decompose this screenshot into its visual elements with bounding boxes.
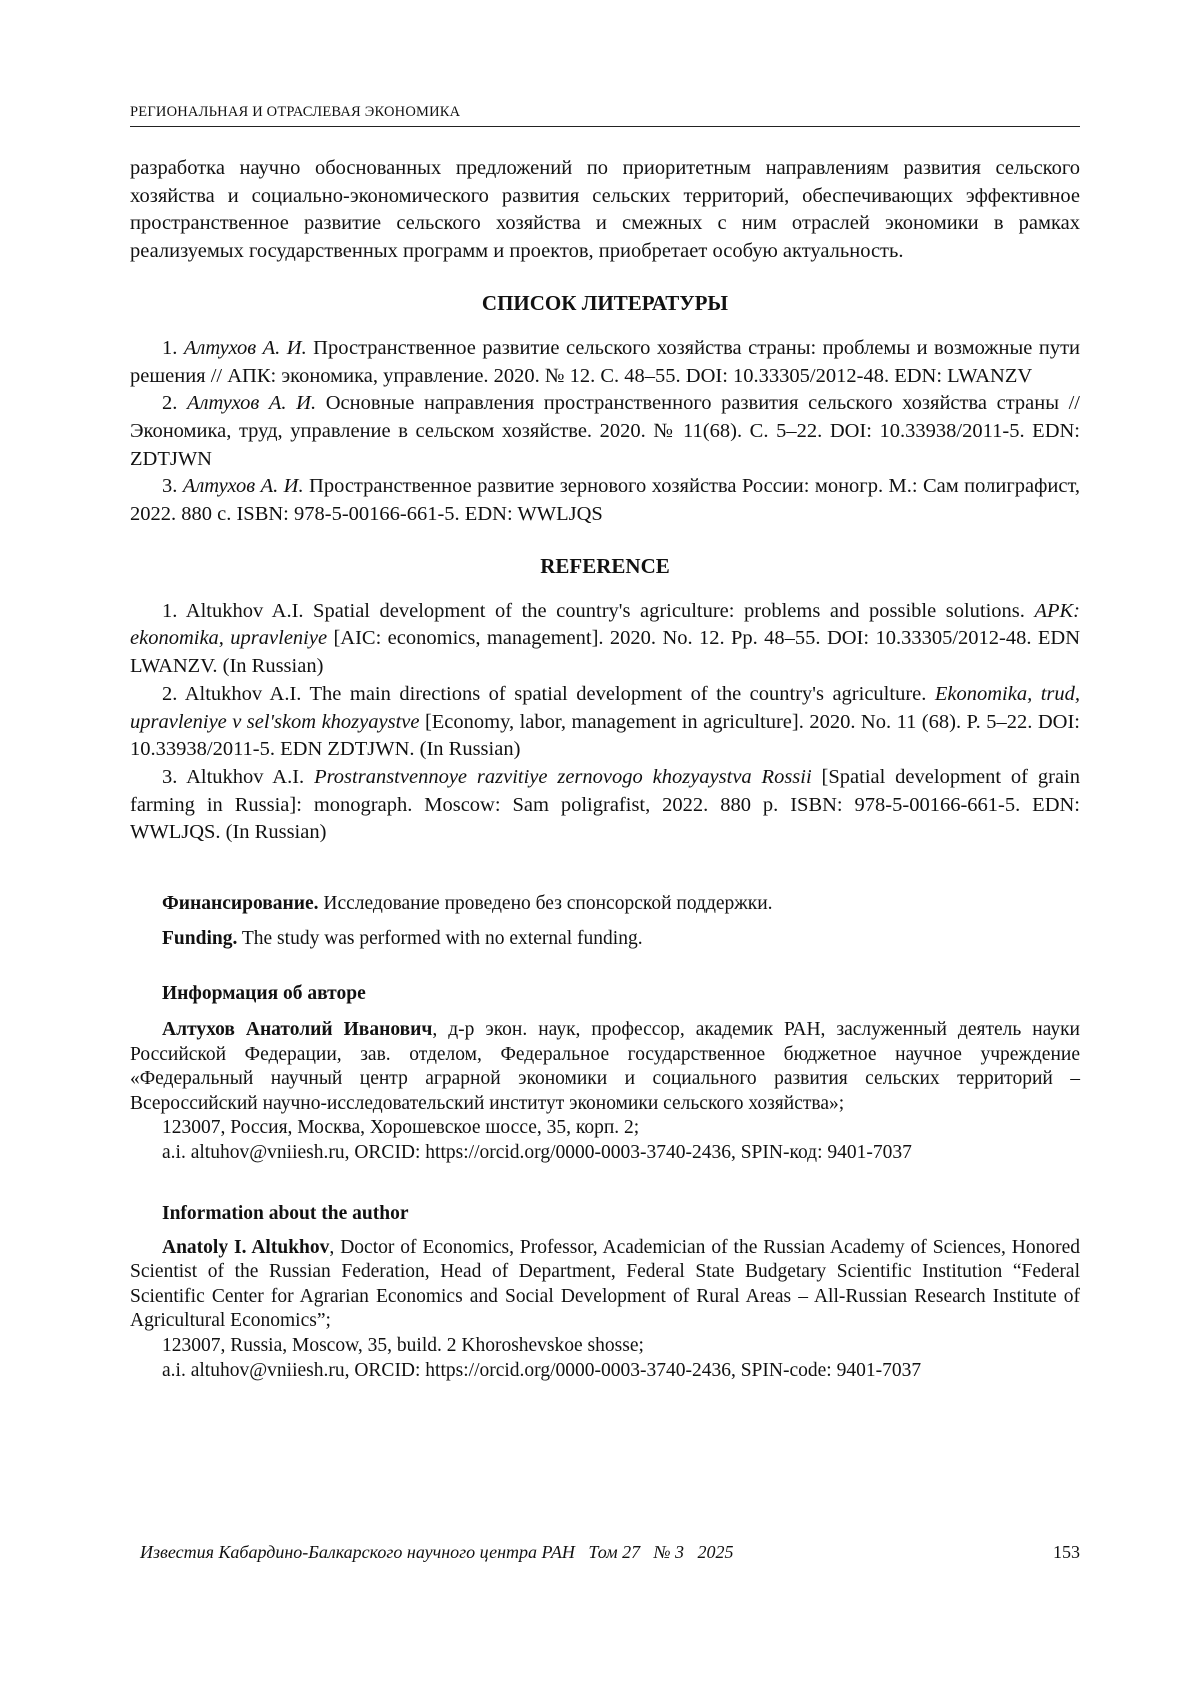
running-head: РЕГИОНАЛЬНАЯ И ОТРАСЛЕВАЯ ЭКОНОМИКА: [130, 104, 461, 120]
funding-en: Funding. The study was performed with no external funding.: [162, 928, 643, 950]
author-ru-address: 123007, Россия, Москва, Хорошевское шоссе, 35, корп. 2;: [162, 1117, 640, 1139]
reference-ru-2: 2. Алтухов А. И. Основные направления пространственного развития сельского хозяйства страны // Экономика, труд, управление в сельском хозяйстве. 2020. № 11(68). С. 5–22. DOI: 10.33938/2011-5. EDN: ZDTJWN: [130, 392, 1080, 470]
references-en-title: REFERENCE: [540, 553, 670, 578]
author-ru-contacts: a.i. altuhov@vniiesh.ru, ORCID: https://orcid.org/0000-0003-3740-2436, SPIN-код: 9401-7037: [162, 1142, 912, 1164]
reference-en-3: 3. Altukhov A.I. Prostranstvennoye razvitiye zernovogo khozyaystva Rossii [Spatial development of grain farming in Russia]: monograph. Moscow: Sam poligrafist, 2022. 880 p. ISBN: 978-5-00166-661-5. EDN: WWLJQS. (In Russian): [130, 765, 1080, 844]
author-en-bio: Anatoly I. Altukhov, Doctor of Economics, Professor, Academician of the Russian Academy of Sciences, Honored Scientist of the Russian Federation, Head of Department, Federal State Budgetary Scientific Institution “Federal Scientific Center for Agrarian Economics and Social Development of Rural Areas – All-Russian Research Institute of Agricultural Economics”;: [130, 1236, 1080, 1332]
references-en-list: [130, 598, 1080, 847]
reference-en-1: 1. Altukhov A.I. Spatial development of the country's agriculture: problems and possible solutions. APK: ekonomika, upravleniye [AIC: economics, management]. 2020. No. 12. Pp. 48–55. DOI: 10.33305/2012-48. EDN LWANZV. (In Russian): [130, 599, 1080, 678]
funding-ru: Финансирование. Исследование проведено без спонсорской поддержки.: [162, 893, 773, 915]
author-ru-heading: Информация об авторе: [162, 983, 366, 1005]
article-body: [130, 155, 1080, 1383]
header-rule: [130, 126, 1080, 127]
reference-en-2: 2. Altukhov A.I. The main directions of spatial development of the country's agriculture. Ekonomika, trud, upravleniye v sel'skom khozyaystve [Economy, labor, management in agriculture]. 2020. No. 11 (68). P. 5–22. DOI: 10.33938/2011-5. EDN ZDTJWN. (In Russian): [130, 682, 1080, 761]
intro-paragraph: разработка научно обоснованных предложений по приоритетным направлениям развития сельского хозяйства и социально-экономического развития сельских территорий, обеспечивающих эффективное пространственное развитие сельского хозяйства и смежных с ним отраслей экономики в рамках реализуемых государственных программ и проектов, приобретает особую актуальность.: [130, 157, 1080, 263]
reference-author: Алтухов А. И.: [182, 475, 304, 498]
reference-book-title: Prostranstvennoye razvitiye zernovogo khozyaystva Rossii: [314, 765, 812, 788]
author-en-address: 123007, Russia, Moscow, 35, build. 2 Khoroshevskoe shosse;: [162, 1335, 644, 1356]
author-en-contacts: a.i. altuhov@vniiesh.ru, ORCID: https://orcid.org/0000-0003-3740-2436, SPIN-code: 9401-7037: [162, 1359, 922, 1381]
reference-journal: APK: ekonomika, upravleniye: [130, 599, 1080, 650]
author-en-heading: Information about the author: [162, 1202, 409, 1224]
references-ru-list: [130, 335, 1080, 529]
journal-footer: Известия Кабардино-Балкарского научного центра РАН Том 27 № 3 2025: [140, 1542, 734, 1562]
reference-author: Алтухов А. И.: [186, 392, 317, 415]
funding-block: [130, 891, 1080, 951]
reference-ru-1: 1. Алтухов А. И. Пространственное развитие сельского хозяйства страны: проблемы и возможные пути решения // АПК: экономика, управление. 2020. № 12. С. 48–55. DOI: 10.33305/2012-48. EDN: LWANZV: [130, 336, 1080, 387]
author-ru-block: [130, 1018, 1080, 1166]
references-ru-title: СПИСОК ЛИТЕРАТУРЫ: [481, 290, 729, 315]
page-number: 153: [1053, 1542, 1080, 1562]
author-en-block: [130, 1236, 1080, 1384]
author-ru-bio: Алтухов Анатолий Иванович, д-р экон. наук, профессор, академик РАН, заслуженный деятель науки Российской Федерации, зав. отделом, Федеральное государственное бюджетное научное учреждение «Федеральный научный центр аграрной экономики и социального развития сельских территорий – Всероссийский научно-исследовательский институт экономики сельского хозяйства»;: [130, 1019, 1080, 1114]
reference-author: Алтухов А. И.: [183, 336, 307, 359]
reference-ru-3: 3. Алтухов А. И. Пространственное развитие зернового хозяйства России: моногр. М.: Сам полиграфист, 2022. 880 с. ISBN: 978-5-00166-661-5. EDN: WWLJQS: [130, 475, 1080, 526]
reference-journal: Ekonomika, trud, upravleniye v sel'skom khozyaystve: [130, 682, 1080, 733]
